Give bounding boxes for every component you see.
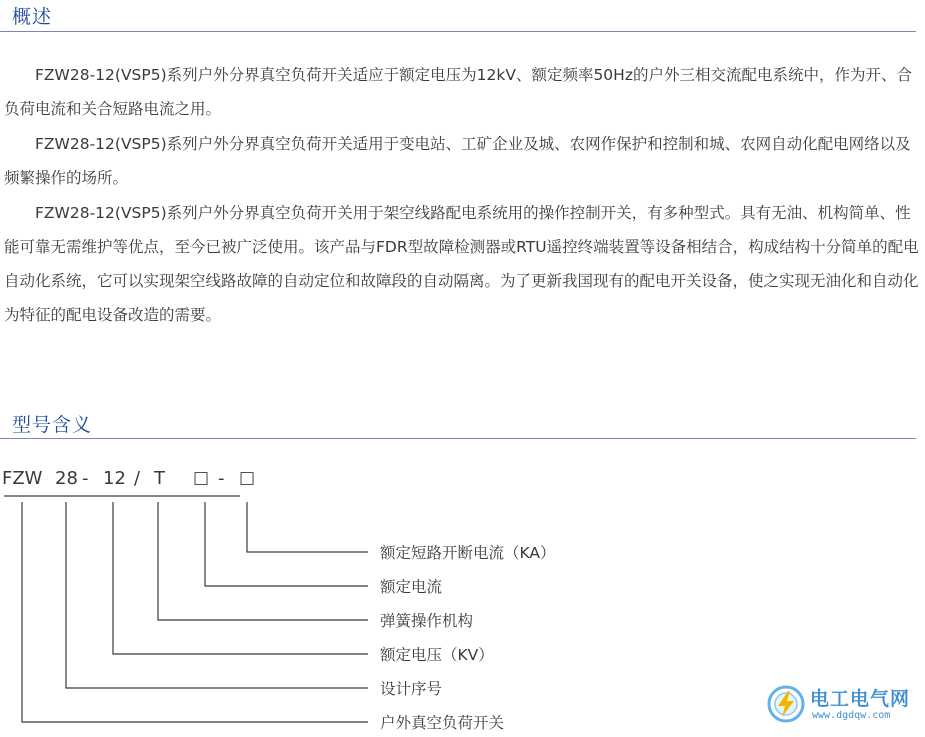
lightning-logo-icon: [766, 684, 806, 724]
connector-spring-mechanism: [158, 502, 368, 620]
code-dash-2: -: [218, 468, 225, 489]
connector-breaking-current: [247, 502, 368, 552]
legend-design-number: 设计序号: [380, 680, 443, 698]
code-breaking-current-box: □: [239, 468, 256, 488]
connector-design-number: [66, 502, 368, 688]
legend-rated-current: 额定电流: [380, 578, 443, 596]
code-series: FZW: [2, 468, 43, 489]
watermark-site-name: 电工电气网: [810, 688, 911, 710]
model-meaning-title: 型号含义: [12, 414, 93, 436]
code-dash-1: -: [82, 468, 89, 489]
watermark-url: www.dgdqw.com: [812, 710, 891, 721]
legend-outdoor-vacuum-switch: 户外真空负荷开关: [380, 714, 505, 732]
connector-series: [22, 502, 368, 722]
overview-title: 概述: [12, 6, 53, 28]
overview-paragraph-3: FZW28-12(VSP5)系列户外分界真空负荷开关用于架空线路配电系统用的操作控制开关，有多种型式。具有无油、机构简单、性能可靠无需维护等优点，至今已被广泛使用。该产品与FDR型故障检测器或RTU遥控终端装置等设备相结合，构成结构十分简单的配电自动化系统，它可以实现架空线路故障的自动定位和故障段的自动隔离。为了更新我国现有的配电开关设备，使之实现无油化和自动化为特征的配电设备改造的需要。: [4, 204, 919, 324]
code-spring-mechanism: T: [154, 468, 165, 489]
code-rated-current-box: □: [193, 468, 210, 488]
code-rated-voltage: 12: [103, 468, 126, 489]
code-design-number: 28: [55, 468, 78, 489]
connector-rated-voltage: [113, 502, 368, 654]
legend-spring-mechanism: 弹簧操作机构: [380, 612, 474, 630]
legend-rated-voltage: 额定电压（KV）: [380, 646, 494, 664]
overview-paragraph-1: FZW28-12(VSP5)系列户外分界真空负荷开关适应于额定电压为12kV、额定频率50Hz的户外三相交流配电系统中，作为开、合负荷电流和关合短路电流之用。: [4, 66, 912, 118]
legend-breaking-current: 额定短路开断电流（KA）: [380, 544, 556, 562]
connector-rated-current: [205, 502, 368, 586]
code-slash: /: [134, 468, 141, 489]
watermark: [766, 682, 922, 732]
overview-paragraph-2: FZW28-12(VSP5)系列户外分界真空负荷开关适用于变电站、工矿企业及城、农网作保护和控制和城、农网自动化配电网络以及频繁操作的场所。: [4, 135, 911, 187]
